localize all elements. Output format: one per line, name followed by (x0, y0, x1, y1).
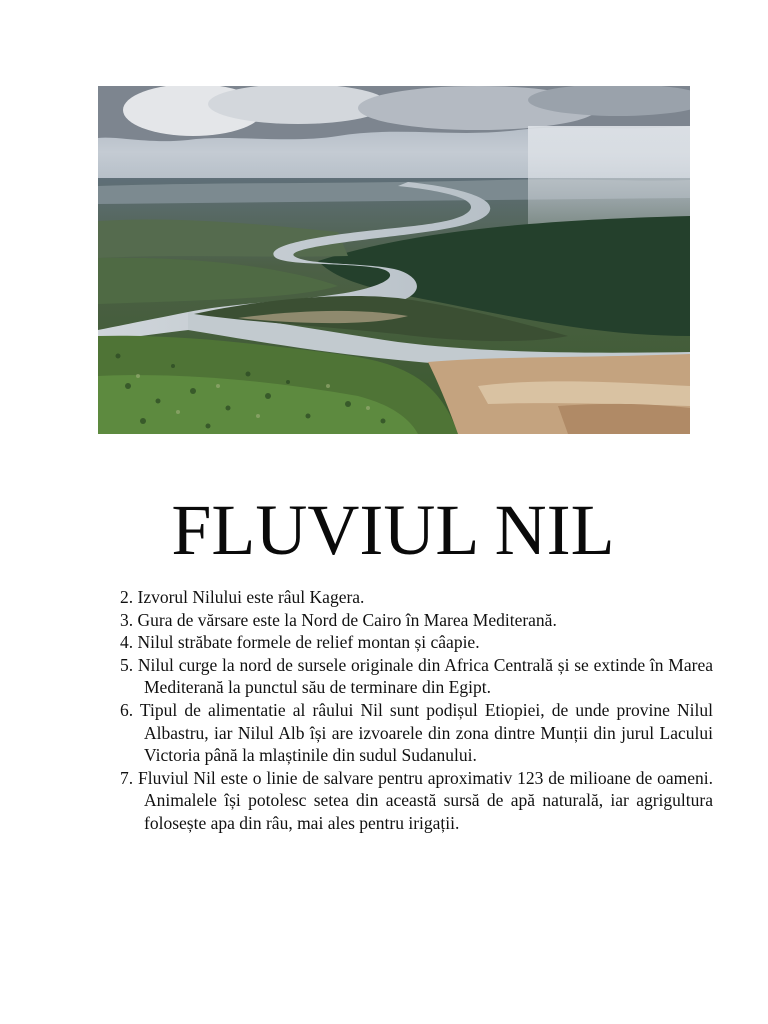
list-item (120, 631, 713, 654)
list-item (120, 654, 713, 699)
item-text: Nilul străbate formele de relief montan și câapie. (137, 632, 480, 653)
river-landscape-image (98, 86, 690, 434)
item-text: Nilul curge la nord de sursele originale din Africa Centrală și se extinde în Marea Mediterană la punctul său de terminare din Egipt. (137, 654, 713, 698)
item-text: Fluviul Nil este o linie de salvare pentru aproximativ 123 de milioane de oameni. Animalele își potolesc setea din această sursă de apă naturală, iar agrigultura folosește apa din râu, mai ales pentru irigații. (138, 767, 714, 833)
item-number: 7. (120, 767, 134, 788)
item-number: 5. (120, 654, 134, 675)
item-number: 4. (120, 632, 134, 653)
item-text: Izvorul Nilului este râul Kagera. (137, 587, 365, 607)
list-item (120, 699, 713, 767)
river-photo (98, 86, 690, 434)
item-text: Tipul de alimentatie al râului Nil sunt podișul Etiopiei, de unde provine Nilul Albastru, iar Nilul Alb își are izvoarele din zona dintre Munții din jurul Lacului Victoria până la mlaștinile din sudul Sudanului. (139, 699, 713, 766)
list-item (120, 609, 713, 632)
item-text: Gura de vărsare este la Nord de Cairo în Marea Mediterană. (137, 609, 557, 630)
page-title: FLUVIUL NIL (171, 490, 615, 570)
item-number: 2. (120, 587, 134, 607)
item-number: 3. (120, 609, 134, 630)
item-number: 6. (120, 699, 134, 720)
list-item (120, 586, 713, 609)
facts-list (120, 586, 713, 835)
list-item (120, 767, 713, 835)
